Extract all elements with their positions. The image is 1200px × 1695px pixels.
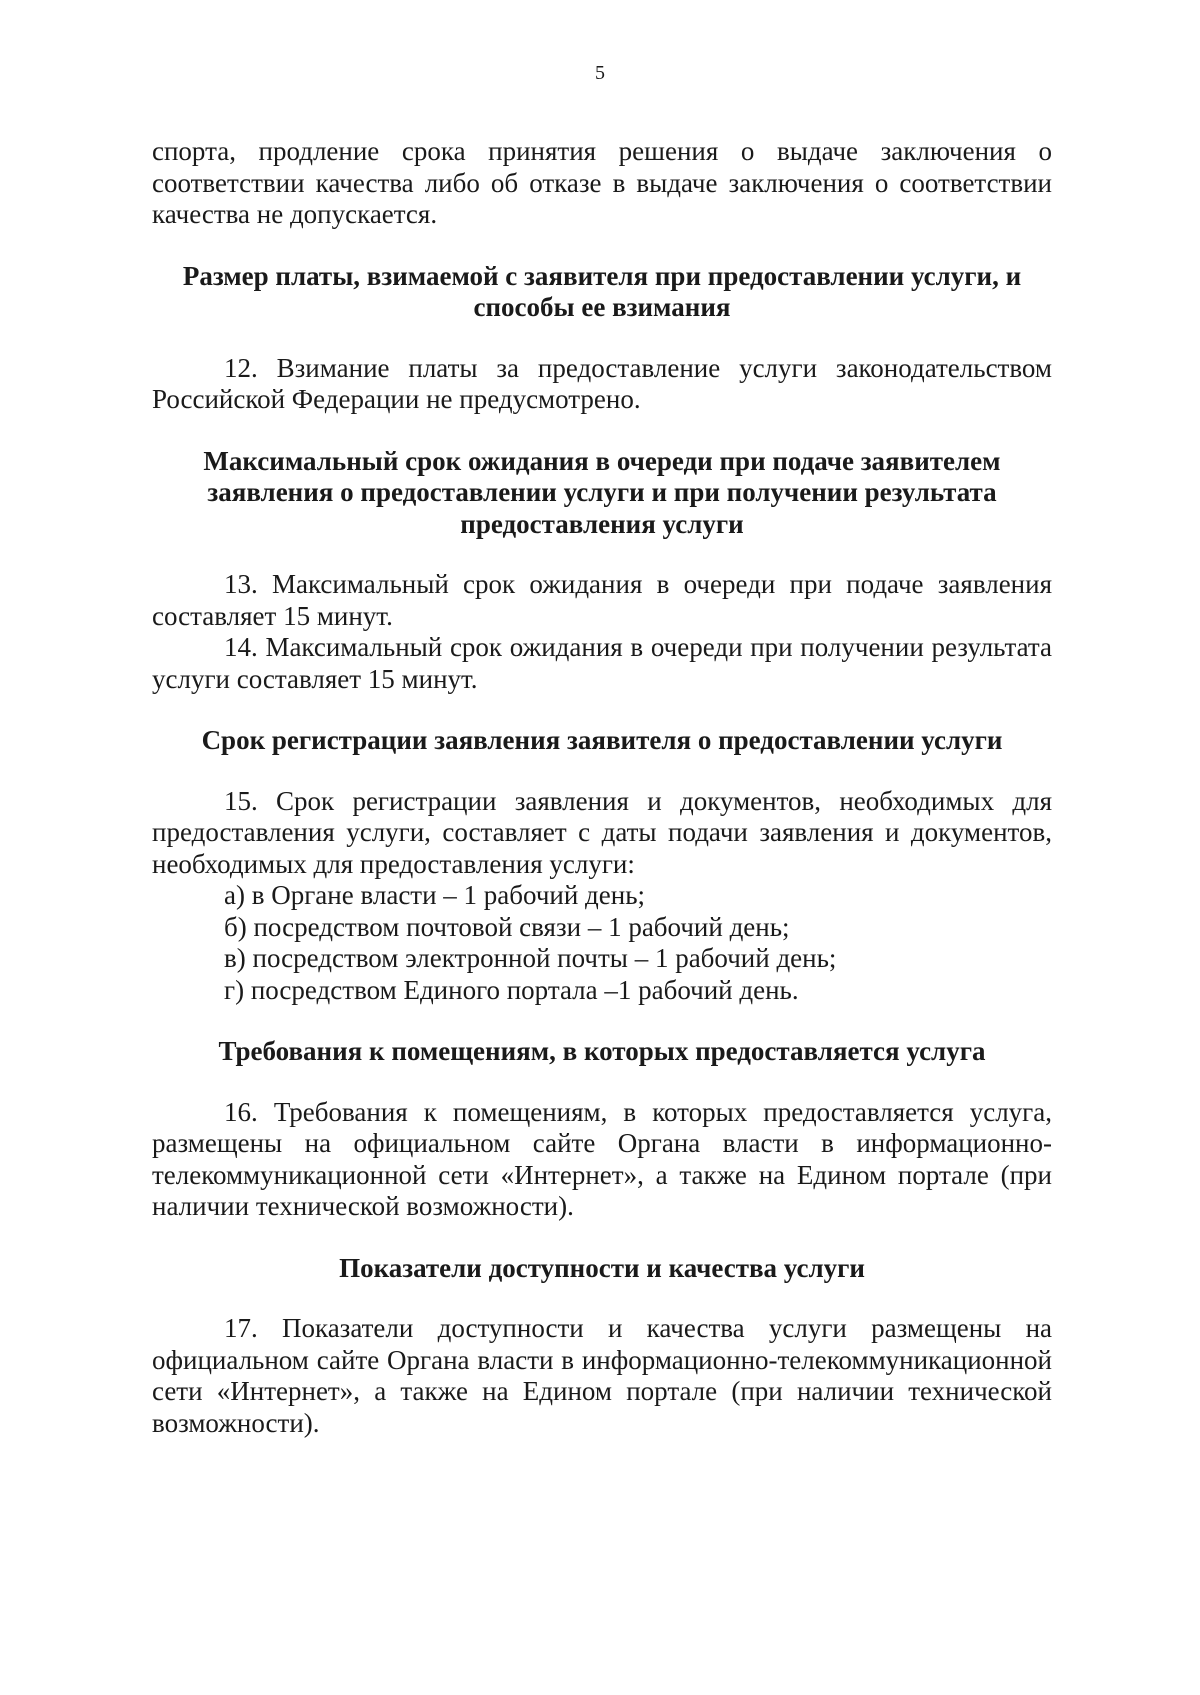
list-item-15b: б) посредством почтовой связи – 1 рабочий день; <box>224 911 790 942</box>
paragraph-16: 16. Требования к помещениям, в которых предоставляется услуга, размещены на официальном сайте Органа власти в информационно-телекоммуникационной сети «Интернет», а также на Едином портале (при наличии технической возможности). <box>152 1096 1052 1221</box>
paragraph-12: 12. Взимание платы за предоставление услуги законодательством Российской Федерации не предусмотрено. <box>152 352 1052 414</box>
paragraph-14: 14. Максимальный срок ожидания в очереди при получении результата услуги составляет 15 минут. <box>152 632 1052 694</box>
document-body <box>152 136 1052 1439</box>
paragraph-13: 13. Максимальный срок ожидания в очереди при подаче заявления составляет 15 минут. <box>152 569 1052 631</box>
page-number: 5 <box>595 62 605 84</box>
paragraph-15: 15. Срок регистрации заявления и документов, необходимых для предоставления услуги, составляет с даты подачи заявления и документов, необходимых для предоставления услуги: <box>152 785 1052 879</box>
heading-indicators: Показатели доступности и качества услуги <box>339 1252 865 1283</box>
heading-registration: Срок регистрации заявления заявителя о предоставлении услуги <box>201 725 1003 755</box>
heading-queue: Максимальный срок ожидания в очереди при подаче заявителем заявления о предоставлении услуги и при получении результата предоставления услуги <box>203 445 1001 539</box>
list-item-15a: а) в Органе власти – 1 рабочий день; <box>224 880 646 910</box>
heading-fee: Размер платы, взимаемой с заявителя при предоставлении услуги, и способы ее взимания <box>182 260 1022 322</box>
heading-premises: Требования к помещениям, в которых предоставляется услуга <box>218 1036 986 1066</box>
list-item-15d: г) посредством Единого портала –1 рабочий день. <box>224 974 799 1005</box>
list-item-15c: в) посредством электронной почты – 1 рабочий день; <box>224 943 837 973</box>
paragraph-17: 17. Показатели доступности и качества услуги размещены на официальном сайте Органа власти в информационно-телекоммуникационной сети «Интернет», а также на Едином портале (при наличии технической возможности). <box>152 1313 1052 1438</box>
paragraph-continuation: спорта, продление срока принятия решения о выдаче заключения о соответствии качества либо об отказе в выдаче заключения о соответствии качества не допускается. <box>152 136 1052 229</box>
